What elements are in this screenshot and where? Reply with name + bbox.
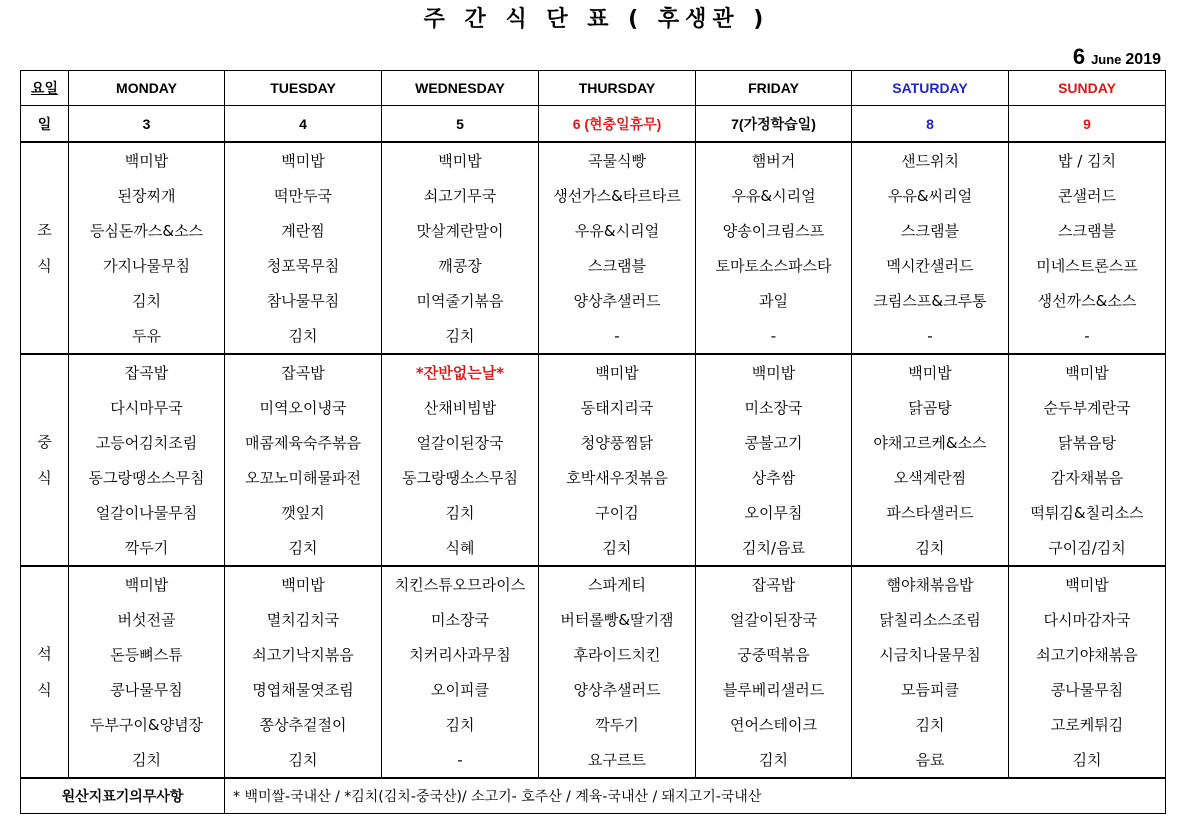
menu-item: 버터롤빵&딸기잼 [539, 602, 696, 637]
menu-item: 다시마무국 [69, 390, 225, 425]
menu-item: 모듬피클 [852, 672, 1009, 707]
menu-item: 등심돈까스&소스 [69, 213, 225, 248]
menu-item: 미소장국 [696, 390, 852, 425]
menu-item: 닭볶음탕 [1009, 425, 1166, 460]
menu-item: 순두부계란국 [1009, 390, 1166, 425]
menu-item: 스크램블 [1009, 213, 1166, 248]
menu-item: 백미밥 [225, 142, 382, 178]
menu-item: - [852, 318, 1009, 354]
menu-item: 과일 [696, 283, 852, 318]
menu-date [1073, 44, 1161, 70]
menu-item: 쇠고기무국 [382, 178, 539, 213]
meal-label [21, 142, 69, 354]
date-sunday: 9 [1009, 106, 1166, 143]
meal-label [21, 354, 69, 566]
menu-row [21, 530, 1166, 566]
menu-item: 요구르트 [539, 742, 696, 778]
date-wednesday: 5 [382, 106, 539, 143]
menu-item: 시금치나물무침 [852, 637, 1009, 672]
date-monday: 3 [69, 106, 225, 143]
menu-item: 멸치김치국 [225, 602, 382, 637]
date-day: 6 [1072, 44, 1086, 69]
menu-row [21, 248, 1166, 283]
menu-item: 다시마감자국 [1009, 602, 1166, 637]
menu-row [21, 707, 1166, 742]
menu-item: 햄야채볶음밥 [852, 566, 1009, 602]
menu-item: 얼갈이나물무침 [69, 495, 225, 530]
menu-row [21, 390, 1166, 425]
menu-item: 크림스프&크루통 [852, 283, 1009, 318]
date-friday: 7(가정학습일) [696, 106, 852, 143]
origin-note: * 백미쌀-국내산 / *김치(김치-중국산)/ 소고기- 호주산 / 계육-국내산 / 돼지고기-국내산 [225, 778, 1166, 814]
menu-item: 백미밥 [539, 354, 696, 390]
menu-row [21, 602, 1166, 637]
menu-item: 맛살계란말이 [382, 213, 539, 248]
menu-item: 궁중떡볶음 [696, 637, 852, 672]
menu-item: 두부구이&양념장 [69, 707, 225, 742]
origin-row [21, 778, 1166, 814]
menu-item: 얼갈이된장국 [696, 602, 852, 637]
menu-item: 백미밥 [69, 142, 225, 178]
menu-item: 김치 [225, 530, 382, 566]
menu-row [21, 318, 1166, 354]
menu-item: 닭칠리소스조림 [852, 602, 1009, 637]
menu-item: 닭곰탕 [852, 390, 1009, 425]
menu-item: 스파게티 [539, 566, 696, 602]
menu-item: 구이김/김치 [1009, 530, 1166, 566]
menu-row [21, 178, 1166, 213]
menu-item: - [696, 318, 852, 354]
menu-item: 깨콩장 [382, 248, 539, 283]
menu-item: 오이피클 [382, 672, 539, 707]
date-tuesday: 4 [225, 106, 382, 143]
menu-item: *잔반없는날* [382, 354, 539, 390]
menu-item: 잡곡밥 [69, 354, 225, 390]
menu-item: 생선까스&소스 [1009, 283, 1166, 318]
menu-item: 멕시칸샐러드 [852, 248, 1009, 283]
menu-item: 양상추샐러드 [539, 672, 696, 707]
weekday-thursday: THURSDAY [539, 71, 696, 106]
menu-item: 잡곡밥 [225, 354, 382, 390]
menu-item: 떡만두국 [225, 178, 382, 213]
menu-item: 블루베리샐러드 [696, 672, 852, 707]
menu-item: 참나물무침 [225, 283, 382, 318]
menu-item: 가지나물무침 [69, 248, 225, 283]
menu-item: 청포묵무침 [225, 248, 382, 283]
menu-row [21, 672, 1166, 707]
menu-row [21, 495, 1166, 530]
menu-item: 백미밥 [1009, 566, 1166, 602]
menu-item: 김치 [539, 530, 696, 566]
weekday-tuesday: TUESDAY [225, 71, 382, 106]
menu-item: 스크램블 [852, 213, 1009, 248]
menu-item: 우유&씨리얼 [852, 178, 1009, 213]
menu-item: 오꼬노미해물파전 [225, 460, 382, 495]
menu-item: 계란찜 [225, 213, 382, 248]
menu-item: 버섯전골 [69, 602, 225, 637]
menu-row [21, 566, 1166, 602]
menu-item: 호박새우젓볶음 [539, 460, 696, 495]
menu-item: 백미밥 [696, 354, 852, 390]
meal-label-char: 식 [37, 257, 52, 275]
menu-item: 오이무침 [696, 495, 852, 530]
meal-label-char: 중 [37, 433, 52, 451]
menu-item: 김치 [1009, 742, 1166, 778]
meal-label [21, 566, 69, 778]
menu-item: 음료 [852, 742, 1009, 778]
weekday-friday: FRIDAY [696, 71, 852, 106]
menu-item: 샌드위치 [852, 142, 1009, 178]
menu-row [21, 637, 1166, 672]
menu-row [21, 425, 1166, 460]
menu-item: 산채비빔밥 [382, 390, 539, 425]
menu-item: 쇠고기야채볶음 [1009, 637, 1166, 672]
origin-label: 원산지표기의무사항 [21, 778, 225, 814]
meal-label-char: 석 [37, 645, 52, 663]
menu-item: 우유&시리얼 [696, 178, 852, 213]
menu-item: 두유 [69, 318, 225, 354]
menu-item: 깍두기 [539, 707, 696, 742]
menu-item: 김치 [69, 742, 225, 778]
menu-item: 오색계란찜 [852, 460, 1009, 495]
menu-item: 야채고르케&소스 [852, 425, 1009, 460]
menu-item: 쫑상추겉절이 [225, 707, 382, 742]
menu-item: 미네스트론스프 [1009, 248, 1166, 283]
menu-item: 깻잎지 [225, 495, 382, 530]
menu-item: 구이김 [539, 495, 696, 530]
menu-item: 얼갈이된장국 [382, 425, 539, 460]
menu-item: 파스타샐러드 [852, 495, 1009, 530]
menu-item: 상추쌈 [696, 460, 852, 495]
menu-item: 떡튀김&칠리소스 [1009, 495, 1166, 530]
menu-item: 명엽채물엿조림 [225, 672, 382, 707]
menu-item: 스크램블 [539, 248, 696, 283]
menu-item: 양상추샐러드 [539, 283, 696, 318]
menu-item: 김치 [852, 530, 1009, 566]
menu-row [21, 213, 1166, 248]
menu-item: 햄버거 [696, 142, 852, 178]
menu-item: 김치 [852, 707, 1009, 742]
menu-item: 양송이크림스프 [696, 213, 852, 248]
menu-item: 청양풍찜닭 [539, 425, 696, 460]
menu-item: 된장찌개 [69, 178, 225, 213]
menu-item: - [382, 742, 539, 778]
menu-item: 토마토소스파스타 [696, 248, 852, 283]
date-thursday: 6 (현충일휴무) [539, 106, 696, 143]
menu-row [21, 742, 1166, 778]
menu-item: 콩나물무침 [1009, 672, 1166, 707]
menu-item: 고등어김치조림 [69, 425, 225, 460]
weekday-saturday: SATURDAY [852, 71, 1009, 106]
menu-item: 생선가스&타르타르 [539, 178, 696, 213]
menu-item: - [539, 318, 696, 354]
menu-item: 김치 [225, 318, 382, 354]
date-row [21, 106, 1166, 143]
menu-item: 김치 [382, 318, 539, 354]
date-year: 2019 [1125, 51, 1161, 68]
menu-item: 잡곡밥 [696, 566, 852, 602]
menu-row [21, 283, 1166, 318]
menu-item: 쇠고기낙지볶음 [225, 637, 382, 672]
menu-item: 돈등뼈스튜 [69, 637, 225, 672]
menu-item: 치커리사과무침 [382, 637, 539, 672]
menu-item: 치킨스튜오므라이스 [382, 566, 539, 602]
weekday-row [21, 71, 1166, 106]
menu-item: 백미밥 [852, 354, 1009, 390]
date-label: 일 [21, 106, 69, 143]
menu-item: 동그랑땡소스무침 [69, 460, 225, 495]
weekday-label: 요일 [21, 71, 69, 106]
menu-item: 김치 [225, 742, 382, 778]
menu-item: 동그랑땡소스무침 [382, 460, 539, 495]
menu-row [21, 142, 1166, 178]
menu-item: 감자채볶음 [1009, 460, 1166, 495]
menu-item: 미역줄기볶음 [382, 283, 539, 318]
menu-item: 우유&시리얼 [539, 213, 696, 248]
menu-item: - [1009, 318, 1166, 354]
menu-item: 식혜 [382, 530, 539, 566]
menu-item: 김치 [382, 707, 539, 742]
menu-item: 백미밥 [382, 142, 539, 178]
menu-row [21, 354, 1166, 390]
menu-item: 연어스테이크 [696, 707, 852, 742]
menu-item: 동태지리국 [539, 390, 696, 425]
menu-item: 밥 / 김치 [1009, 142, 1166, 178]
menu-item: 매콤제육숙주볶음 [225, 425, 382, 460]
menu-item: 미역오이냉국 [225, 390, 382, 425]
menu-row [21, 460, 1166, 495]
menu-item: 김치/음료 [696, 530, 852, 566]
meal-label-char: 조 [37, 221, 52, 239]
menu-item: 김치 [69, 283, 225, 318]
date-month: June [1091, 52, 1122, 67]
menu-item: 백미밥 [225, 566, 382, 602]
meal-label-char: 식 [37, 681, 52, 699]
weekday-monday: MONDAY [69, 71, 225, 106]
menu-item: 콩나물무침 [69, 672, 225, 707]
menu-item: 고로케튀김 [1009, 707, 1166, 742]
menu-item: 콘샐러드 [1009, 178, 1166, 213]
menu-item: 콩불고기 [696, 425, 852, 460]
weekday-wednesday: WEDNESDAY [382, 71, 539, 106]
page-title: 주 간 식 단 표 ( 후생관 ) [423, 7, 770, 32]
menu-item: 백미밥 [1009, 354, 1166, 390]
menu-item: 깍두기 [69, 530, 225, 566]
meal-label-char: 식 [37, 469, 52, 487]
menu-item: 김치 [696, 742, 852, 778]
weekday-sunday: SUNDAY [1009, 71, 1166, 106]
menu-item: 곡물식빵 [539, 142, 696, 178]
weekly-menu-table [20, 70, 1166, 814]
menu-item: 김치 [382, 495, 539, 530]
menu-item: 백미밥 [69, 566, 225, 602]
date-saturday: 8 [852, 106, 1009, 143]
menu-item: 후라이드치킨 [539, 637, 696, 672]
menu-item: 미소장국 [382, 602, 539, 637]
